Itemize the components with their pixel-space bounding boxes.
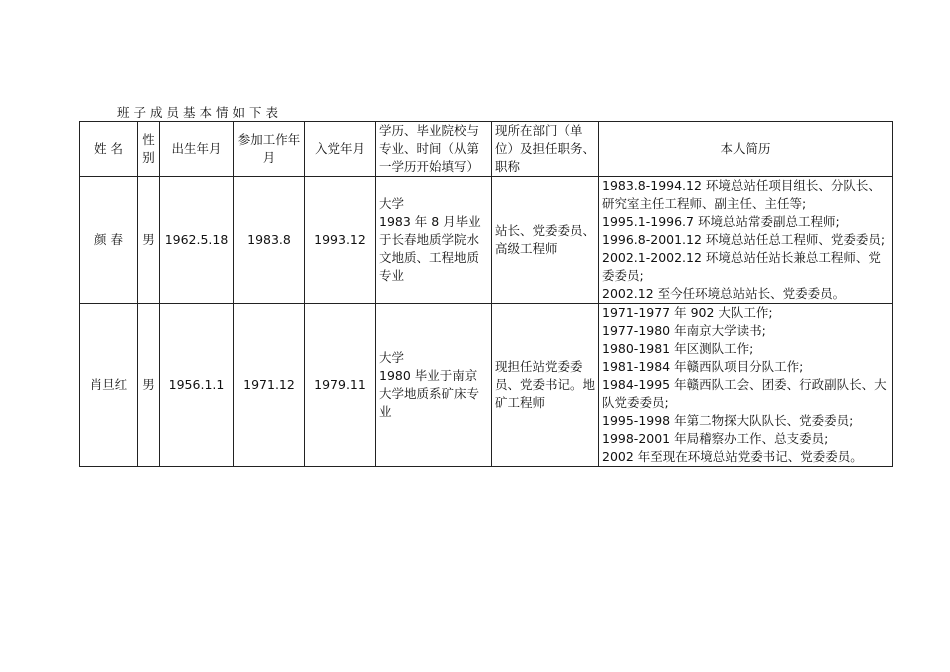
header-work-start: 参加工作年月 <box>234 122 305 177</box>
resume-line: 2002.1-2002.12 环境总站任站长兼总工程师、党委委员; <box>602 250 881 283</box>
cell-birth: 1956.1.1 <box>160 304 234 467</box>
resume-line: 1980-1981 年区测队工作; <box>602 341 754 356</box>
cell-position: 站长、党委委员、高级工程师 <box>492 177 599 304</box>
header-resume: 本人简历 <box>599 122 893 177</box>
cell-resume <box>599 177 893 304</box>
cell-gender: 男 <box>138 177 160 304</box>
resume-line: 1998-2001 年局稽察办工作、总支委员; <box>602 431 829 446</box>
header-party-join: 入党年月 <box>305 122 376 177</box>
table-row <box>80 177 893 304</box>
table-header-row <box>80 122 893 177</box>
header-education: 学历、毕业院校与专业、时间（从第一学历开始填写） <box>376 122 492 177</box>
cell-name: 肖旦红 <box>80 304 138 467</box>
cell-gender: 男 <box>138 304 160 467</box>
cell-name: 颜 春 <box>80 177 138 304</box>
cell-resume <box>599 304 893 467</box>
resume-line: 1984-1995 年赣西队工会、团委、行政副队长、大队党委委员; <box>602 377 887 410</box>
cell-birth: 1962.5.18 <box>160 177 234 304</box>
cell-party-join: 1979.11 <box>305 304 376 467</box>
header-gender: 性别 <box>138 122 160 177</box>
resume-line: 1995-1998 年第二物探大队队长、党委委员; <box>602 413 854 428</box>
resume-line: 2002 年至现在环境总站党委书记、党委委员。 <box>602 449 863 464</box>
cell-education: 大学 1980 毕业于南京大学地质系矿床专业 <box>376 304 492 467</box>
cell-work-start: 1983.8 <box>234 177 305 304</box>
page-title: 班子成员基本情如下表 <box>117 105 283 120</box>
resume-line: 1995.1-1996.7 环境总站常委副总工程师; <box>602 214 840 229</box>
table-row <box>80 304 893 467</box>
resume-line: 1971-1977 年 902 大队工作; <box>602 305 773 320</box>
resume-line: 1983.8-1994.12 环境总站任项目组长、分队长、研究室主任工程师、副主任、主任等; <box>602 178 881 211</box>
cell-party-join: 1993.12 <box>305 177 376 304</box>
cell-work-start: 1971.12 <box>234 304 305 467</box>
resume-line: 1996.8-2001.12 环境总站任总工程师、党委委员; <box>602 232 886 247</box>
header-birth: 出生年月 <box>160 122 234 177</box>
resume-line: 1977-1980 年南京大学读书; <box>602 323 766 338</box>
header-name: 姓 名 <box>80 122 138 177</box>
header-position: 现所在部门（单位）及担任职务、职称 <box>492 122 599 177</box>
cell-education: 大学 1983 年 8 月毕业于长春地质学院水文地质、工程地质专业 <box>376 177 492 304</box>
members-table <box>79 121 893 467</box>
resume-line: 1981-1984 年赣西队项目分队工作; <box>602 359 804 374</box>
cell-position: 现担任站党委委员、党委书记。地矿工程师 <box>492 304 599 467</box>
resume-line: 2002.12 至今任环境总站站长、党委委员。 <box>602 286 846 301</box>
